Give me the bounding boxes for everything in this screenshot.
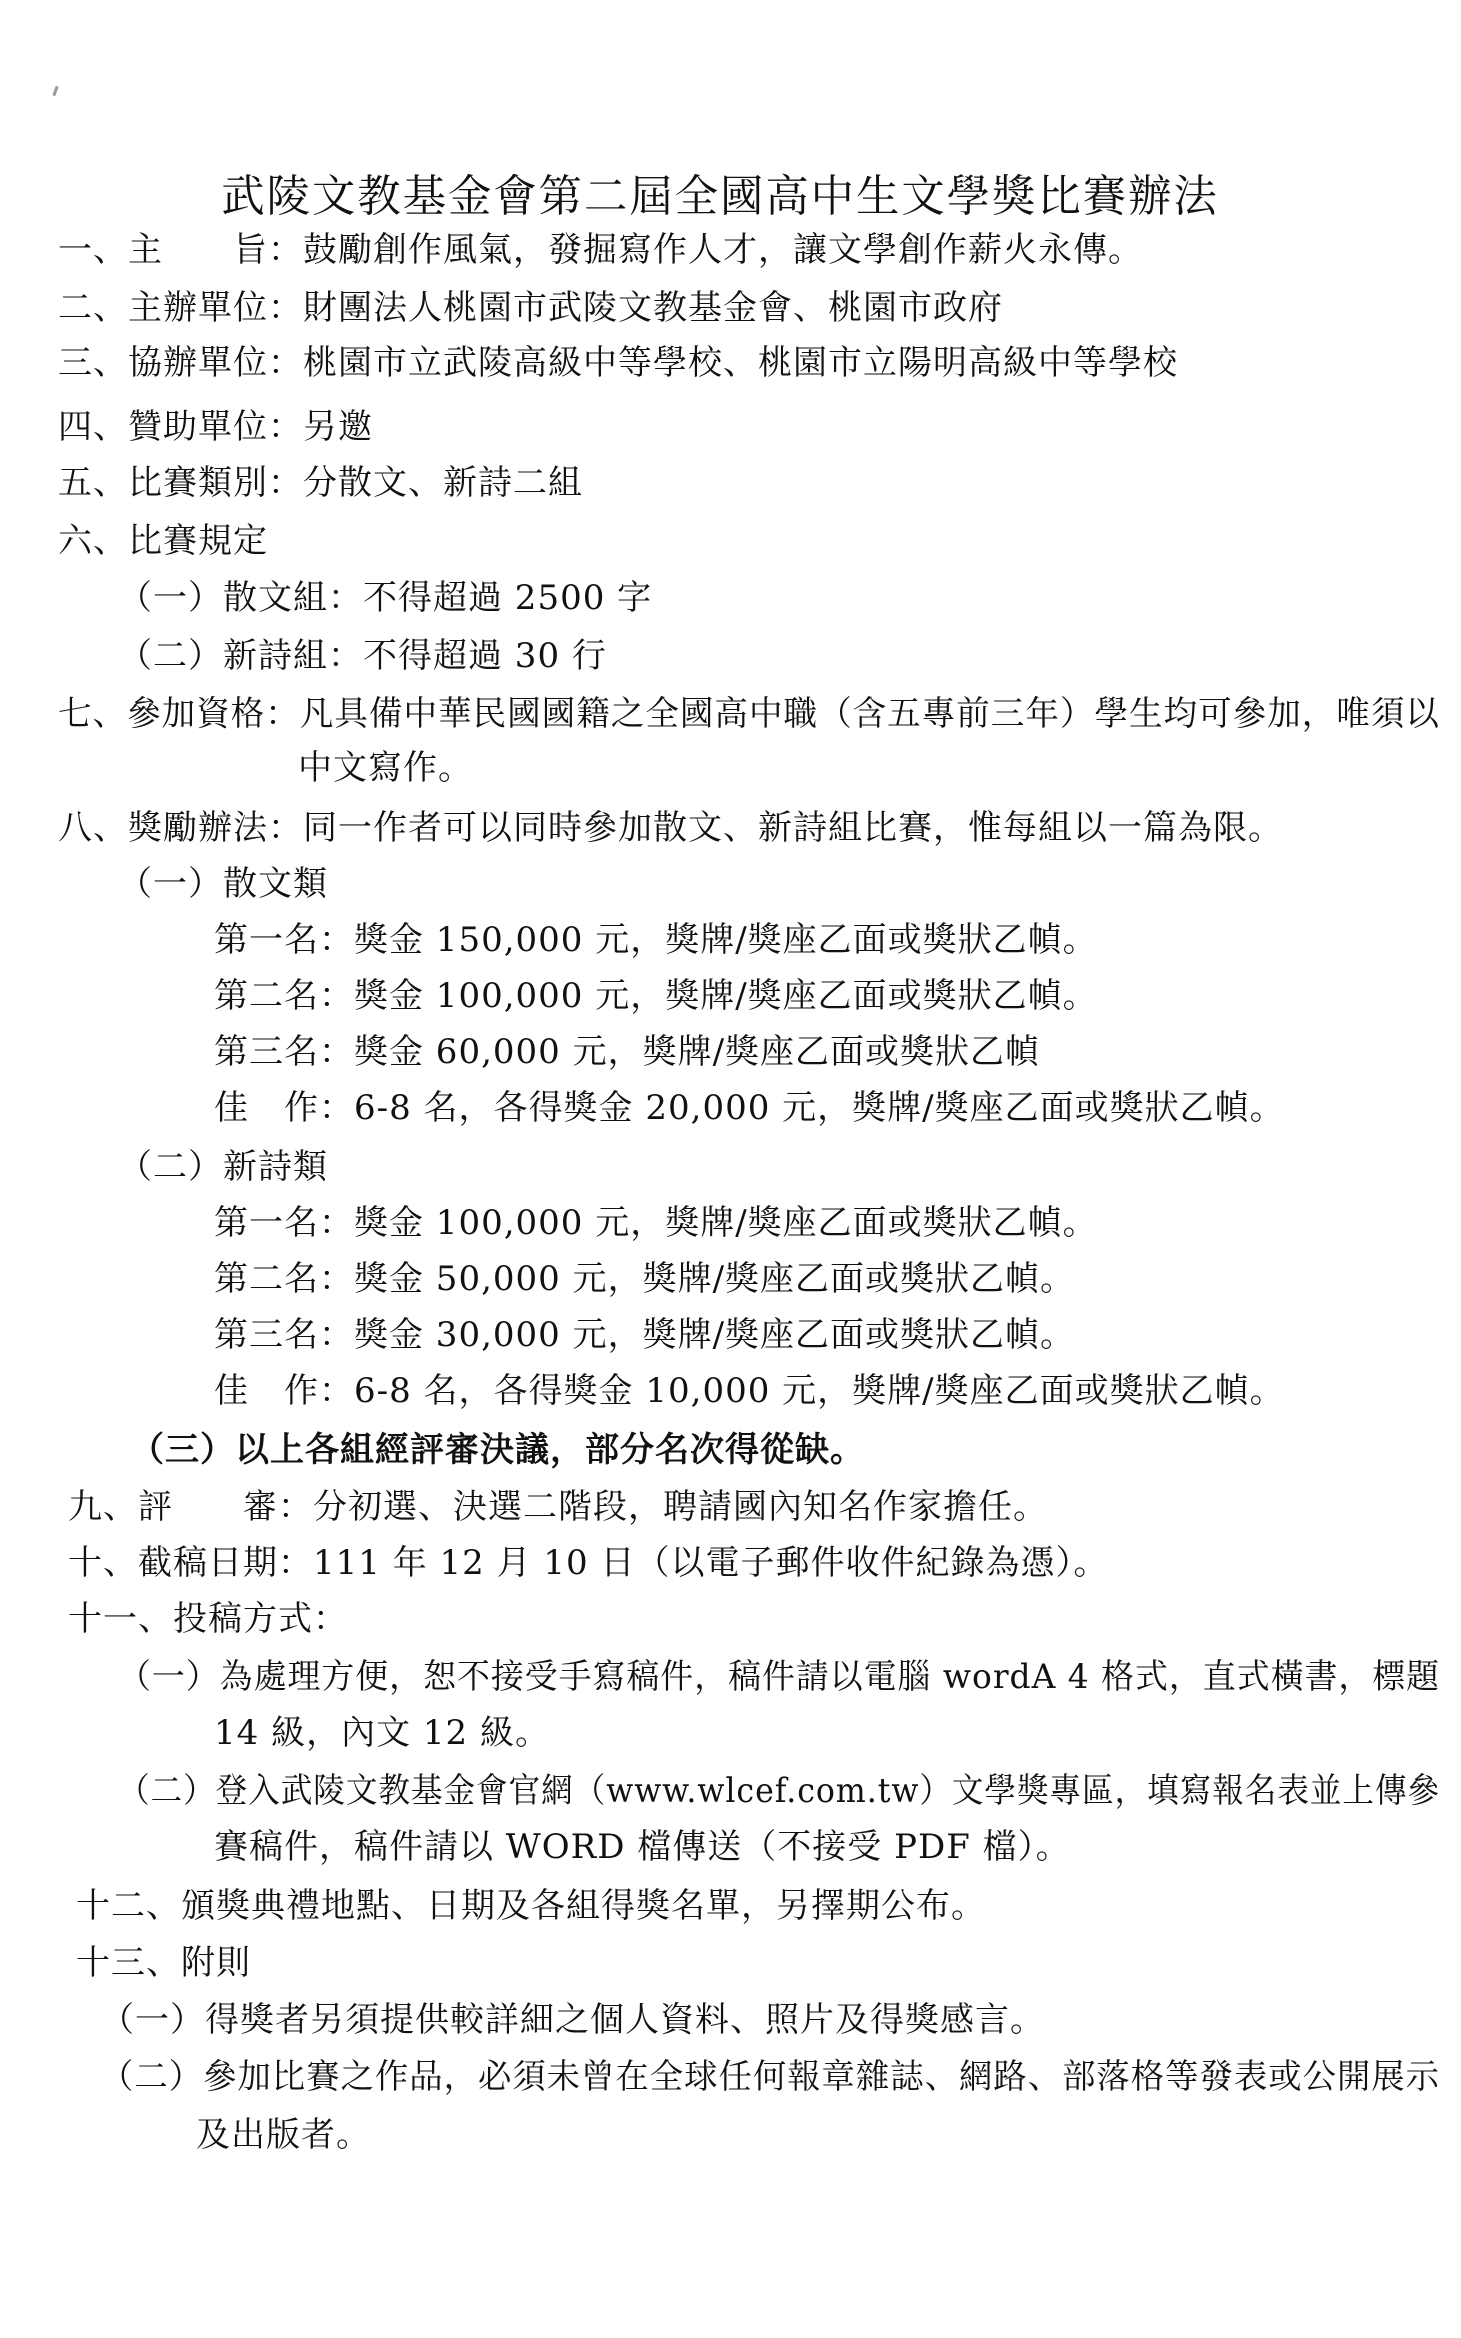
submission-format-cont: 14 級，內文 12 級。 (214, 1713, 550, 1753)
prose-first-prize: 第一名：獎金 150,000 元，獎牌/獎座乙面或獎狀乙幀。 (214, 920, 1098, 960)
article-10-deadline: 十、截稿日期：111 年 12 月 10 日（以電子郵件收件紀錄為憑）。 (68, 1543, 1109, 1583)
article-5-categories: 五、比賽類別：分散文、新詩二組 (58, 463, 583, 503)
appendix-originality: （二）參加比賽之作品，必須未曾在全球任何報章雜誌、網路、部落格等發表或公開展示 (100, 2057, 1441, 2097)
submission-format: （一）為處理方便，恕不接受手寫稿件，稿件請以電腦 wordA 4 格式，直式橫書，標題 (118, 1657, 1441, 1697)
submission-upload: （二）登入武陵文教基金會官網（www.wlcef.com.tw）文學獎專區，填寫報名表並上傳參 (118, 1771, 1441, 1811)
article-13-appendix: 十三、附則 (76, 1943, 251, 1983)
rule-prose: （一）散文組：不得超過 2500 字 (118, 578, 653, 618)
awards-vacancy-note: （三）以上各組經評審決議，部分名次得從缺。 (130, 1430, 865, 1470)
awards-prose-heading: （一）散文類 (118, 864, 328, 904)
submission-upload-cont: 賽稿件，稿件請以 WORD 檔傳送（不接受 PDF 檔）。 (214, 1827, 1071, 1867)
appendix-originality-cont: 及出版者。 (196, 2115, 371, 2155)
article-9-judging: 九、評 審：分初選、決選二階段，聘請國內知名作家擔任。 (68, 1487, 1048, 1527)
poetry-first-prize: 第一名：獎金 100,000 元，獎牌/獎座乙面或獎狀乙幀。 (214, 1203, 1098, 1243)
article-11-submission: 十一、投稿方式： (68, 1599, 348, 1639)
poetry-honorable-mention: 佳 作：6-8 名，各得獎金 10,000 元，獎牌/獎座乙面或獎狀乙幀。 (214, 1371, 1285, 1411)
page-title: 武陵文教基金會第二屆全國高中生文學獎比賽辦法 (221, 171, 1219, 222)
scan-speck (52, 86, 58, 96)
poetry-third-prize: 第三名：獎金 30,000 元，獎牌/獎座乙面或獎狀乙幀。 (214, 1315, 1076, 1355)
poetry-second-prize: 第二名：獎金 50,000 元，獎牌/獎座乙面或獎狀乙幀。 (214, 1259, 1076, 1299)
appendix-winner-info: （一）得獎者另須提供較詳細之個人資料、照片及得獎感言。 (100, 2000, 1045, 2040)
article-7-eligibility-cont: 中文寫作。 (298, 748, 473, 788)
rule-poetry: （二）新詩組：不得超過 30 行 (118, 636, 607, 676)
article-2-organizer: 二、主辦單位：財團法人桃園市武陵文教基金會、桃園市政府 (58, 288, 1003, 328)
prose-third-prize: 第三名：獎金 60,000 元，獎牌/獎座乙面或獎狀乙幀 (214, 1032, 1041, 1072)
awards-poetry-heading: （二）新詩類 (118, 1147, 328, 1187)
article-6-rules: 六、比賽規定 (58, 521, 268, 561)
article-8-awards: 八、獎勵辦法：同一作者可以同時參加散文、新詩組比賽，惟每組以一篇為限。 (58, 808, 1283, 848)
article-1-purpose: 一、主 旨：鼓勵創作風氣，發掘寫作人才，讓文學創作薪火永傳。 (58, 230, 1143, 270)
article-7-eligibility: 七、參加資格：凡具備中華民國國籍之全國高中職（含五專前三年）學生均可參加，唯須以 (58, 694, 1440, 734)
article-4-sponsor: 四、贊助單位：另邀 (58, 407, 373, 447)
prose-honorable-mention: 佳 作：6-8 名，各得獎金 20,000 元，獎牌/獎座乙面或獎狀乙幀。 (214, 1088, 1285, 1128)
article-12-ceremony: 十二、頒獎典禮地點、日期及各組得獎名單，另擇期公布。 (76, 1886, 986, 1926)
prose-second-prize: 第二名：獎金 100,000 元，獎牌/獎座乙面或獎狀乙幀。 (214, 976, 1098, 1016)
article-3-co-organizer: 三、協辦單位：桃園市立武陵高級中等學校、桃園市立陽明高級中等學校 (58, 343, 1178, 383)
